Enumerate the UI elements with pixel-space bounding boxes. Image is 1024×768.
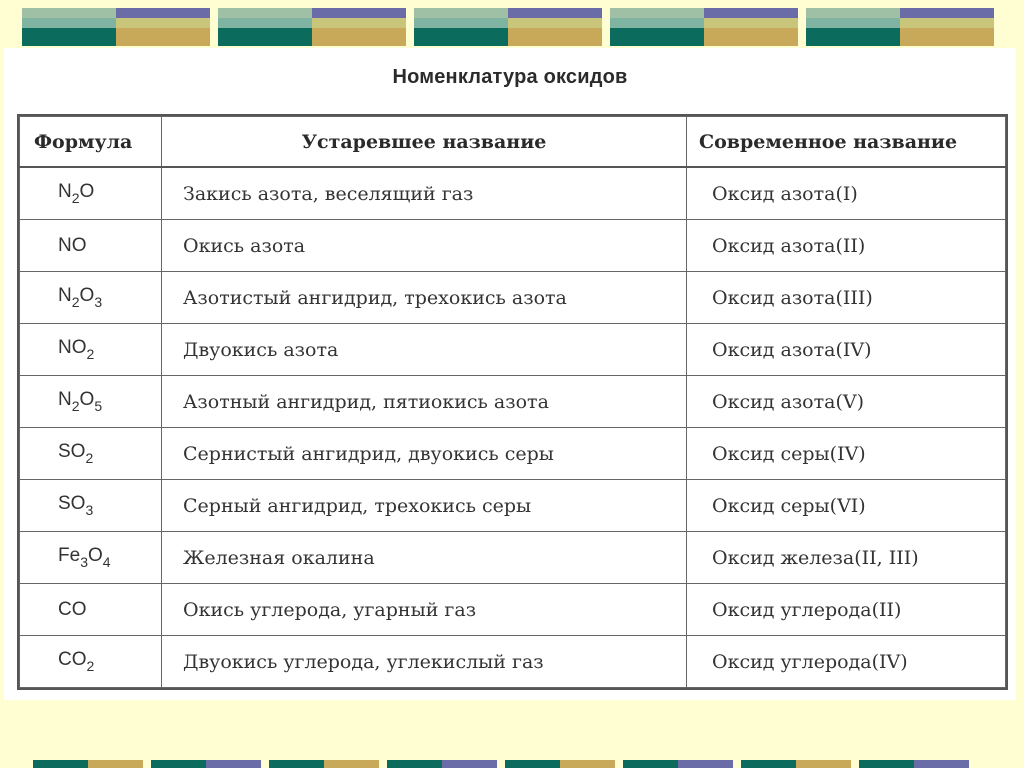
formula-subscript: 3	[80, 554, 88, 570]
table-row	[20, 167, 1006, 220]
formula-cell	[20, 636, 162, 688]
modern-name-cell: Оксид азота(IV)	[687, 324, 1006, 376]
decorative-block	[859, 760, 969, 768]
decorative-block	[505, 760, 615, 768]
table-row	[20, 480, 1006, 532]
old-name-cell: Азотный ангидрид, пятиокись азота	[162, 376, 687, 428]
modern-name-cell: Оксид железа(II, III)	[687, 532, 1006, 584]
old-name-cell: Серный ангидрид, трехокись серы	[162, 480, 687, 532]
modern-name-cell: Оксид азота(I)	[687, 167, 1006, 220]
formula-symbol: N	[58, 389, 72, 410]
old-name-cell: Двуокись углерода, углекислый газ	[162, 636, 687, 688]
table-row	[20, 220, 1006, 272]
old-name-cell: Железная окалина	[162, 532, 687, 584]
formula-symbol: CO	[58, 598, 87, 620]
oxides-table	[19, 116, 1006, 688]
decorative-block	[22, 8, 210, 46]
content-panel	[4, 48, 1016, 700]
formula-symbol: O	[87, 545, 103, 566]
old-name-cell: Окись азота	[162, 220, 687, 272]
old-name-cell: Сернистый ангидрид, двуокись серы	[162, 428, 687, 480]
table-header-row	[20, 117, 1006, 168]
modern-name-cell: Оксид серы(VI)	[687, 480, 1006, 532]
formula-cell	[20, 220, 162, 272]
decorative-block	[623, 760, 733, 768]
modern-name-cell: Оксид азота(II)	[687, 220, 1006, 272]
table-row	[20, 324, 1006, 376]
formula-subscript: 2	[71, 190, 80, 206]
old-name-cell: Окись углерода, угарный газ	[162, 584, 687, 636]
old-name-cell: Двуокись азота	[162, 324, 687, 376]
formula-symbol: CO	[58, 649, 87, 670]
old-name-cell: Закись азота, веселящий газ	[162, 167, 687, 220]
modern-name-cell: Оксид серы(IV)	[687, 428, 1006, 480]
decorative-block	[218, 8, 406, 46]
modern-name-cell: Оксид азота(V)	[687, 376, 1006, 428]
decorative-block	[387, 760, 497, 768]
table-row	[20, 532, 1006, 584]
modern-name-cell: Оксид углерода(IV)	[687, 636, 1006, 688]
decorative-block	[610, 8, 798, 46]
formula-cell	[20, 324, 162, 376]
formula-symbol: O	[79, 285, 95, 306]
formula-symbol: NO	[58, 234, 87, 256]
decorative-block	[414, 8, 602, 46]
modern-name-cell: Оксид азота(III)	[687, 272, 1006, 324]
table-row	[20, 428, 1006, 480]
formula-symbol: SO	[58, 441, 86, 462]
formula-cell	[20, 532, 162, 584]
formula-symbol: SO	[58, 493, 86, 514]
formula-symbol: N	[58, 181, 72, 202]
table-row	[20, 636, 1006, 688]
formula-symbol: O	[79, 181, 95, 202]
formula-subscript: 3	[94, 294, 103, 310]
formula-cell	[20, 167, 162, 220]
oxides-table-wrapper	[17, 114, 1008, 690]
bottom-decorative-banner	[33, 760, 977, 768]
formula-subscript: 2	[71, 294, 80, 310]
formula-subscript: 2	[71, 398, 80, 414]
formula-subscript: 3	[85, 502, 94, 518]
formula-subscript: 4	[102, 554, 111, 570]
formula-subscript: 5	[94, 398, 103, 414]
formula-symbol: O	[79, 389, 95, 410]
formula-symbol: N	[58, 285, 72, 306]
formula-cell	[20, 428, 162, 480]
top-decorative-banner	[22, 8, 1002, 46]
table-row	[20, 584, 1006, 636]
formula-symbol: Fe	[58, 545, 81, 566]
formula-symbol: NO	[58, 337, 87, 358]
old-name-cell: Азотистый ангидрид, трехокись азота	[162, 272, 687, 324]
decorative-block	[269, 760, 379, 768]
formula-subscript: 2	[85, 450, 94, 466]
decorative-block	[741, 760, 851, 768]
page-title: Номенклатура оксидов	[392, 66, 628, 88]
formula-subscript: 2	[86, 346, 95, 362]
decorative-block	[151, 760, 261, 768]
header-formula: Формула	[20, 117, 162, 168]
decorative-block	[806, 8, 994, 46]
table-row	[20, 272, 1006, 324]
header-old-name: Устаревшее название	[162, 117, 687, 168]
formula-subscript: 2	[86, 658, 95, 674]
decorative-block	[33, 760, 143, 768]
formula-cell	[20, 480, 162, 532]
formula-cell	[20, 584, 162, 636]
modern-name-cell: Оксид углерода(II)	[687, 584, 1006, 636]
formula-cell	[20, 376, 162, 428]
header-modern-name: Современное название	[687, 117, 1006, 168]
formula-cell	[20, 272, 162, 324]
table-row	[20, 376, 1006, 428]
